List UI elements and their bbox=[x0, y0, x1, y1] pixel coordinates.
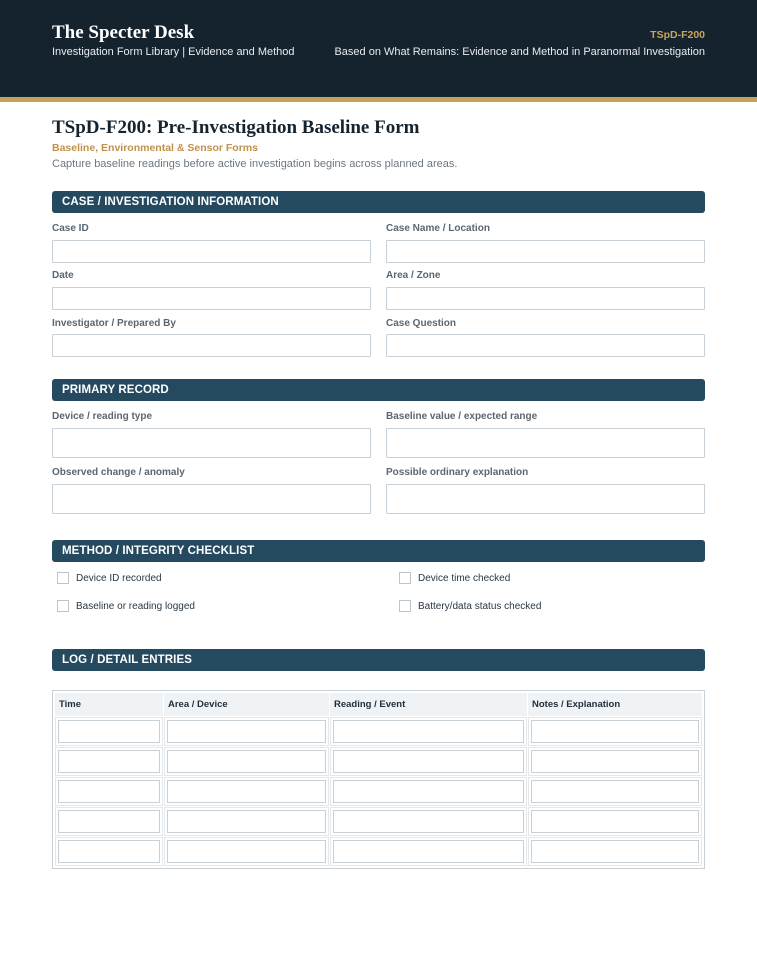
reading-event-cell-input[interactable] bbox=[333, 750, 524, 773]
case-id-field[interactable] bbox=[52, 240, 371, 263]
column-header-time: Time bbox=[55, 693, 163, 716]
label-investigator: Investigator / Prepared By bbox=[52, 318, 176, 329]
notes-cell-input[interactable] bbox=[531, 840, 699, 863]
time-cell-input[interactable] bbox=[58, 810, 160, 833]
checkbox-baseline-logged[interactable] bbox=[57, 600, 69, 612]
book-title: Based on What Remains: Evidence and Method in Paranormal Investigation bbox=[334, 46, 705, 58]
label-case-name-location: Case Name / Location bbox=[386, 223, 490, 234]
checklist-label: Baseline or reading logged bbox=[76, 600, 195, 612]
observed-change-field[interactable] bbox=[52, 484, 371, 514]
table-row bbox=[55, 747, 702, 776]
case-name-location-field[interactable] bbox=[386, 240, 705, 263]
time-cell-input[interactable] bbox=[58, 750, 160, 773]
column-header-reading-event: Reading / Event bbox=[330, 693, 527, 716]
reading-event-cell-input[interactable] bbox=[333, 720, 524, 743]
section-header-case-info: CASE / INVESTIGATION INFORMATION bbox=[52, 191, 705, 213]
table-row bbox=[55, 837, 702, 866]
label-case-question: Case Question bbox=[386, 318, 457, 329]
area-device-cell-input[interactable] bbox=[167, 720, 326, 743]
table-row bbox=[55, 717, 702, 746]
table-row bbox=[55, 777, 702, 806]
checklist-item[interactable] bbox=[399, 572, 510, 584]
area-zone-field[interactable] bbox=[386, 287, 705, 310]
area-device-cell-input[interactable] bbox=[167, 750, 326, 773]
time-cell-input[interactable] bbox=[58, 840, 160, 863]
checkbox-device-time-checked[interactable] bbox=[399, 572, 411, 584]
brand-name: The Specter Desk bbox=[52, 22, 195, 43]
checklist-item[interactable] bbox=[57, 600, 195, 612]
checklist-label: Battery/data status checked bbox=[418, 600, 542, 612]
notes-cell-input[interactable] bbox=[531, 810, 699, 833]
log-table bbox=[52, 690, 705, 869]
table-row bbox=[55, 807, 702, 836]
column-header-notes: Notes / Explanation bbox=[528, 693, 702, 716]
notes-cell-input[interactable] bbox=[531, 750, 699, 773]
label-date: Date bbox=[52, 270, 74, 281]
form-code: TSpD-F200 bbox=[650, 29, 705, 41]
notes-cell-input[interactable] bbox=[531, 720, 699, 743]
checklist-item[interactable] bbox=[399, 600, 541, 612]
case-question-field[interactable] bbox=[386, 334, 705, 357]
reading-event-cell-input[interactable] bbox=[333, 810, 524, 833]
header-divider bbox=[0, 97, 757, 102]
notes-cell-input[interactable] bbox=[531, 780, 699, 803]
section-header-primary-record: PRIMARY RECORD bbox=[52, 379, 705, 401]
baseline-value-field[interactable] bbox=[386, 428, 705, 458]
ordinary-explanation-field[interactable] bbox=[386, 484, 705, 514]
section-header-checklist: METHOD / INTEGRITY CHECKLIST bbox=[52, 540, 705, 562]
investigator-field[interactable] bbox=[52, 334, 371, 357]
area-device-cell-input[interactable] bbox=[167, 810, 326, 833]
label-ordinary-explanation: Possible ordinary explanation bbox=[386, 467, 529, 478]
date-field[interactable] bbox=[52, 287, 371, 310]
form-description: Capture baseline readings before active investigation begins across planned areas. bbox=[52, 158, 458, 170]
brand-subtitle: Investigation Form Library | Evidence and Method bbox=[52, 46, 295, 58]
label-case-id: Case ID bbox=[52, 223, 89, 234]
checkbox-device-id-recorded[interactable] bbox=[57, 572, 69, 584]
time-cell-input[interactable] bbox=[58, 780, 160, 803]
label-baseline-value: Baseline value / expected range bbox=[386, 411, 538, 422]
section-header-log: LOG / DETAIL ENTRIES bbox=[52, 649, 705, 671]
form-category: Baseline, Environmental & Sensor Forms bbox=[52, 142, 258, 154]
label-observed-change: Observed change / anomaly bbox=[52, 467, 185, 478]
checklist-label: Device time checked bbox=[418, 572, 511, 584]
checkbox-battery-status-checked[interactable] bbox=[399, 600, 411, 612]
checklist-label: Device ID recorded bbox=[76, 572, 162, 584]
area-device-cell-input[interactable] bbox=[167, 780, 326, 803]
label-device-reading-type: Device / reading type bbox=[52, 411, 153, 422]
checklist-item[interactable] bbox=[57, 572, 162, 584]
reading-event-cell-input[interactable] bbox=[333, 840, 524, 863]
column-header-area-device: Area / Device bbox=[164, 693, 329, 716]
area-device-cell-input[interactable] bbox=[167, 840, 326, 863]
page-title: TSpD-F200: Pre-Investigation Baseline Form bbox=[52, 117, 420, 138]
label-area-zone: Area / Zone bbox=[386, 270, 441, 281]
table-header-row bbox=[55, 693, 702, 716]
reading-event-cell-input[interactable] bbox=[333, 780, 524, 803]
time-cell-input[interactable] bbox=[58, 720, 160, 743]
device-reading-type-field[interactable] bbox=[52, 428, 371, 458]
